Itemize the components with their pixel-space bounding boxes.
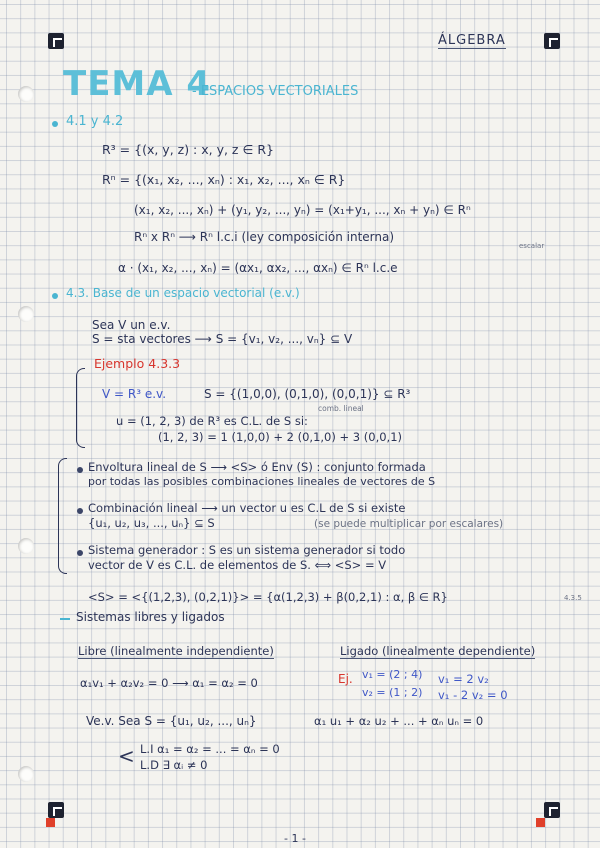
definitions-bracket bbox=[58, 458, 67, 574]
margin-note: 4.3.5 bbox=[564, 594, 582, 602]
corner-marker-bottom-left bbox=[48, 802, 68, 822]
definition-bullet bbox=[77, 467, 83, 473]
example-vector: v₁ = (2 ; 4) bbox=[362, 668, 423, 681]
example-relation: v₁ = 2 v₂ bbox=[438, 672, 489, 686]
math-line: (x₁, x₂, ..., xₙ) + (y₁, y₂, ..., yₙ) = (x₁+y₁, ..., xₙ + yₙ) ∈ Rⁿ bbox=[134, 203, 471, 217]
branch-arrow: < bbox=[118, 744, 135, 768]
corner-marker-bottom-right bbox=[544, 802, 564, 822]
binder-hole bbox=[18, 766, 34, 782]
math-line: Ve.v. Sea S = {u₁, u₂, ..., uₙ} bbox=[86, 714, 257, 728]
example-line: u = (1, 2, 3) de R³ es C.L. de S si: bbox=[116, 414, 308, 428]
section-heading: Sistemas libres y ligados bbox=[76, 610, 225, 624]
definition-line: vector de V es C.L. de elementos de S. ⟺ <S> = V bbox=[88, 558, 387, 572]
column-header-libre: Libre (linealmente independiente) bbox=[78, 644, 274, 658]
section-heading: 4.1 y 4.2 bbox=[66, 114, 124, 129]
math-line: α · (x₁, x₂, ..., xₙ) = (αx₁, αx₂, ..., αxₙ) ∈ Rⁿ l.c.e bbox=[118, 261, 398, 275]
example-vector: v₂ = (1 ; 2) bbox=[362, 686, 423, 699]
corner-marker-top-left bbox=[48, 33, 68, 53]
example-label: Ejemplo 4.3.3 bbox=[94, 356, 181, 371]
example-line: S = {(1,0,0), (0,1,0), (0,0,1)} ⊆ R³ bbox=[204, 387, 411, 401]
column-header-ligado: Ligado (linealmente dependiente) bbox=[340, 644, 536, 658]
page-subtitle: - ESPACIOS VECTORIALES bbox=[192, 84, 359, 99]
definition-bullet bbox=[77, 550, 83, 556]
definition-line: Sistema generador : S es un sistema generador si todo bbox=[88, 543, 406, 557]
subject-label: ÁLGEBRA bbox=[438, 33, 506, 48]
math-line: L.I α₁ = α₂ = ... = αₙ = 0 bbox=[140, 742, 280, 756]
definition-note: (se puede multiplicar por escalares) bbox=[314, 518, 504, 530]
text-line: S = sta vectores ⟶ S = {v₁, v₂, ..., vₙ} ⊆ V bbox=[92, 332, 353, 346]
annotation: comb. lineal bbox=[318, 404, 364, 413]
binder-hole bbox=[18, 538, 34, 554]
math-line: L.D ∃ αᵢ ≠ 0 bbox=[140, 758, 208, 772]
definition-line: por todas las posibles combinaciones lineales de vectores de S bbox=[88, 475, 436, 488]
section-dash bbox=[60, 618, 70, 620]
section-bullet bbox=[52, 293, 58, 299]
side-note: escalar bbox=[519, 242, 545, 250]
example-line: (1, 2, 3) = 1 (1,0,0) + 2 (0,1,0) + 3 (0,0,1) bbox=[158, 430, 403, 444]
example-relation: v₁ - 2 v₂ = 0 bbox=[438, 688, 508, 702]
page-number: - 1 - bbox=[284, 832, 306, 845]
math-line: Rⁿ x Rⁿ ⟶ Rⁿ l.c.i (ley composición interna) bbox=[134, 230, 395, 244]
section-bullet bbox=[52, 121, 58, 127]
text-line: Sea V un e.v. bbox=[92, 318, 171, 332]
section-heading: 4.3. Base de un espacio vectorial (e.v.) bbox=[66, 286, 300, 300]
math-line: α₁v₁ + α₂v₂ = 0 ⟶ α₁ = α₂ = 0 bbox=[80, 676, 258, 690]
math-line: <S> = <{(1,2,3), (0,2,1)}> = {α(1,2,3) + β(0,2,1) : α, β ∈ R} bbox=[88, 590, 448, 604]
corner-marker-top-right bbox=[544, 33, 564, 53]
definition-bullet bbox=[77, 508, 83, 514]
binder-hole bbox=[18, 86, 34, 102]
math-line: R³ = {(x, y, z) : x, y, z ∈ R} bbox=[102, 142, 274, 157]
binder-hole bbox=[18, 306, 34, 322]
example-bracket bbox=[76, 368, 85, 448]
math-line: α₁ u₁ + α₂ u₂ + ... + αₙ uₙ = 0 bbox=[314, 714, 484, 728]
example-line: V = R³ e.v. bbox=[102, 387, 167, 401]
definition-line: Combinación lineal ⟶ un vector u es C.L de S si existe bbox=[88, 501, 406, 515]
definition-line: {u₁, u₂, u₃, ..., uₙ} ⊆ S bbox=[88, 516, 215, 530]
example-label: Ej. bbox=[338, 672, 353, 686]
definition-line: Envoltura lineal de S ⟶ <S> ó Env (S) : conjunto formada bbox=[88, 460, 426, 474]
page-title: TEMA 4 bbox=[63, 64, 212, 104]
math-line: Rⁿ = {(x₁, x₂, ..., xₙ) : x₁, x₂, ..., xₙ ∈ R} bbox=[102, 172, 346, 187]
